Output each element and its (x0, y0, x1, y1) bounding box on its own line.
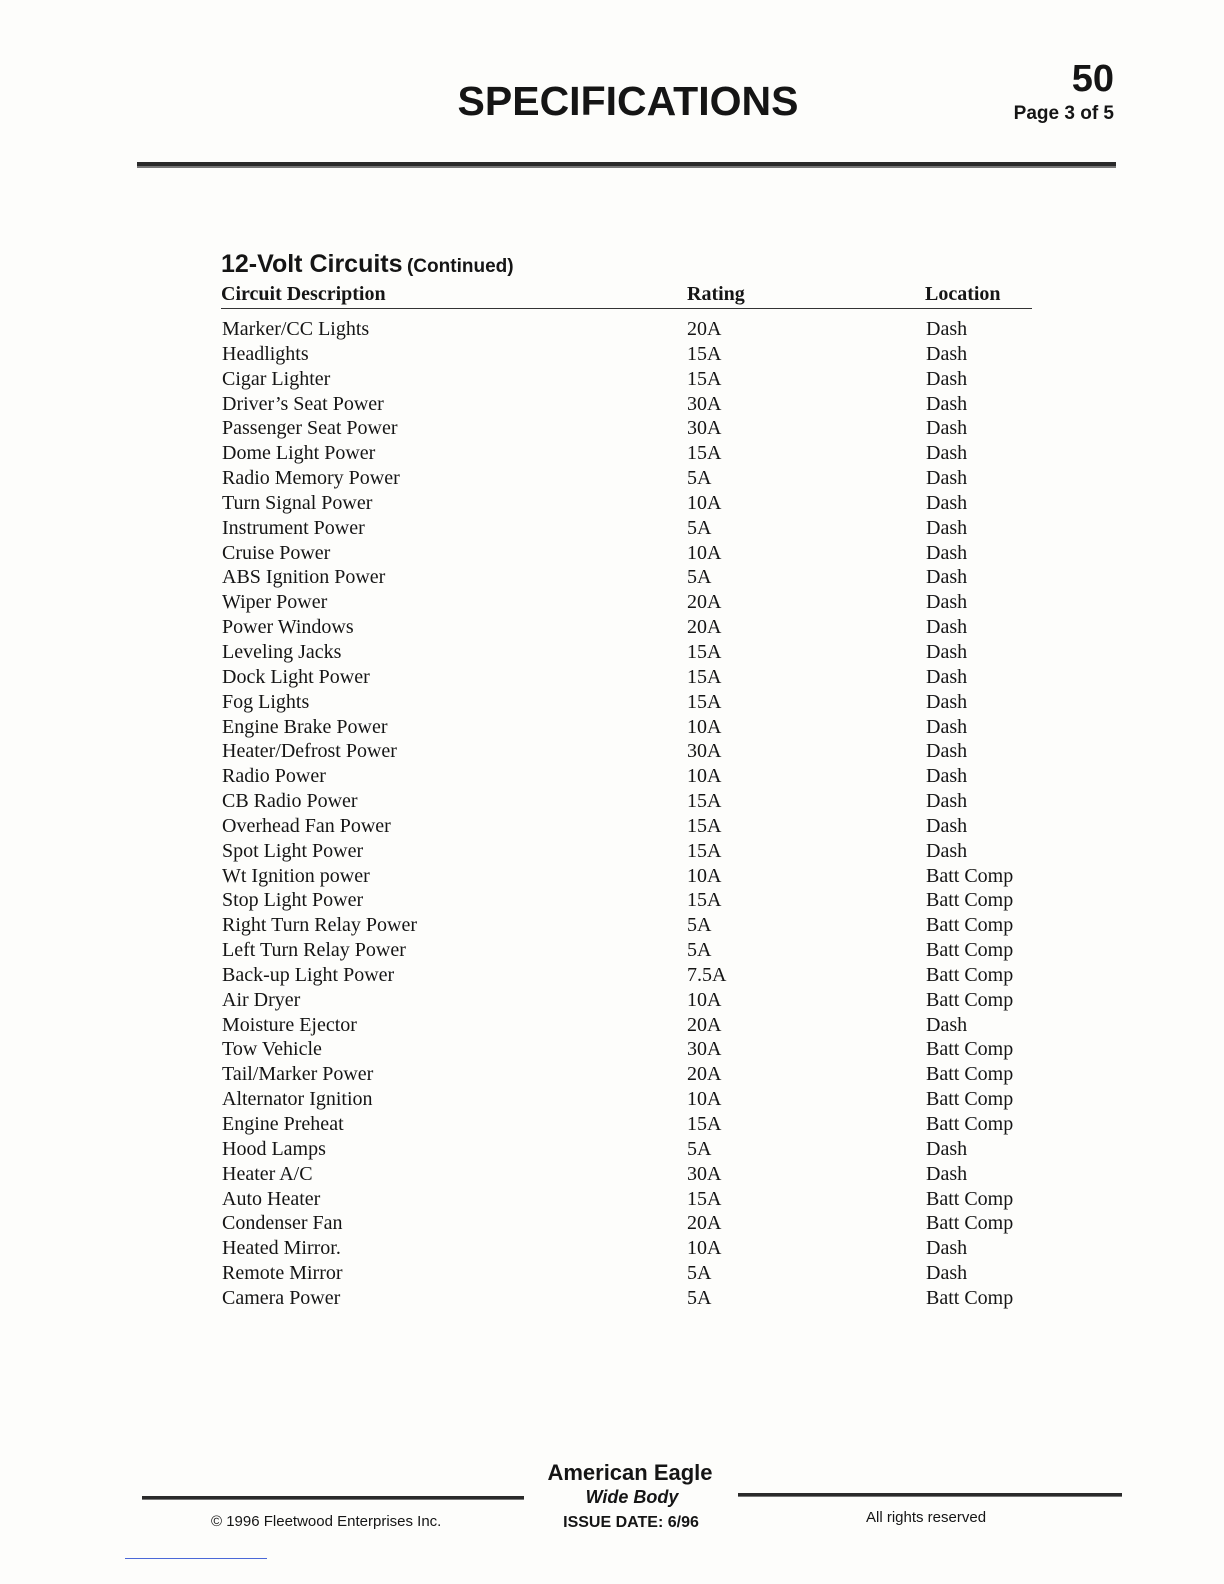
circuit-description: Fog Lights (222, 690, 310, 713)
circuit-rating: 5A (687, 1262, 712, 1285)
table-row (0, 565, 1224, 590)
circuit-location: Dash (926, 591, 968, 614)
table-row (0, 665, 1224, 690)
circuit-description: Heated Mirror. (222, 1237, 341, 1260)
circuit-rating: 7.5A (687, 963, 727, 986)
table-row (0, 839, 1224, 864)
circuit-location: Dash (926, 640, 968, 663)
circuit-location: Dash (926, 491, 968, 514)
table-row (0, 764, 1224, 789)
section-subtitle: (Continued) (406, 256, 514, 277)
circuit-description: Tail/Marker Power (222, 1063, 374, 1086)
circuit-description: Cruise Power (222, 541, 331, 564)
circuit-description: Dock Light Power (222, 665, 370, 688)
circuit-rating: 5A (687, 914, 712, 937)
circuit-location: Dash (926, 1137, 968, 1160)
table-row (0, 516, 1224, 541)
circuit-location: Dash (926, 1262, 968, 1285)
circuit-location: Batt Comp (926, 1038, 1014, 1061)
circuit-rating: 5A (687, 939, 712, 962)
circuit-location: Dash (926, 367, 968, 390)
circuit-location: Batt Comp (926, 1113, 1014, 1135)
footer-rights: All rights reserved (866, 1509, 987, 1526)
circuit-description: Leveling Jacks (222, 640, 342, 663)
circuit-rating: 15A (687, 442, 722, 465)
circuit-location: Dash (926, 566, 968, 589)
circuit-rating: 20A (687, 616, 722, 639)
circuit-description: Right Turn Relay Power (222, 914, 418, 937)
circuit-description: Marker/CC Lights (222, 318, 370, 340)
circuit-rating: 15A (687, 790, 722, 813)
table-row (0, 1286, 1224, 1311)
circuit-description: Alternator Ignition (222, 1088, 373, 1111)
circuit-location: Dash (926, 318, 968, 340)
circuit-description: Moisture Ejector (222, 1013, 357, 1036)
circuit-description: Back-up Light Power (222, 963, 395, 986)
circuit-rating: 10A (687, 1088, 722, 1111)
table-row (0, 789, 1224, 814)
circuit-location: Dash (926, 765, 968, 788)
table-row (0, 1187, 1224, 1212)
column-header-rating: Rating (687, 283, 745, 305)
circuit-rating: 30A (687, 1162, 722, 1185)
table-row (0, 392, 1224, 417)
circuit-location: Dash (926, 715, 968, 738)
page-indicator: Page 3 of 5 (1013, 103, 1114, 124)
circuit-location: Dash (926, 541, 968, 564)
table-row (0, 541, 1224, 566)
table-row (0, 1162, 1224, 1187)
circuit-description: Remote Mirror (222, 1262, 343, 1285)
circuit-location: Batt Comp (926, 988, 1014, 1011)
table-row (0, 913, 1224, 938)
circuit-rating: 10A (687, 715, 722, 738)
circuit-description: Tow Vehicle (222, 1038, 322, 1061)
table-row (0, 1211, 1224, 1236)
circuit-location: Dash (926, 1162, 968, 1185)
table-row (0, 317, 1224, 342)
table-row (0, 715, 1224, 740)
circuit-location: Dash (926, 442, 968, 465)
table-row (0, 1261, 1224, 1286)
table-row (0, 466, 1224, 491)
table-row (0, 739, 1224, 764)
circuit-location: Dash (926, 814, 968, 837)
circuit-location: Batt Comp (926, 1088, 1014, 1111)
circuit-rating: 20A (687, 318, 722, 340)
scan-edge-line (125, 1558, 267, 1559)
circuit-location: Batt Comp (926, 939, 1014, 962)
footer-brand: American Eagle (547, 1460, 713, 1485)
circuit-description: Overhead Fan Power (222, 814, 391, 837)
table-row (0, 1236, 1224, 1261)
circuit-rating: 15A (687, 665, 722, 688)
column-header-underline (221, 308, 1032, 309)
section-heading (221, 250, 514, 279)
circuit-rating: 10A (687, 765, 722, 788)
table-row (0, 640, 1224, 665)
table-row (0, 615, 1224, 640)
circuit-description: Auto Heater (222, 1187, 321, 1210)
circuit-rating: 5A (687, 1286, 712, 1309)
section-title: 12-Volt Circuits (221, 250, 403, 278)
circuit-rating: 20A (687, 1063, 722, 1086)
circuit-description: Heater/Defrost Power (222, 740, 397, 763)
circuit-description: Cigar Lighter (222, 367, 331, 390)
circuit-location: Dash (926, 616, 968, 639)
circuit-rating: 15A (687, 889, 722, 912)
circuit-rating: 15A (687, 342, 722, 365)
circuit-location: Batt Comp (926, 1286, 1014, 1309)
circuit-table (0, 317, 1224, 1311)
circuit-rating: 30A (687, 740, 722, 763)
circuit-rating: 15A (687, 1187, 722, 1210)
page-title: SPECIFICATIONS (457, 78, 799, 124)
column-header-description: Circuit Description (221, 283, 386, 305)
footer-copyright: © 1996 Fleetwood Enterprises Inc. (211, 1513, 442, 1530)
circuit-location: Batt Comp (926, 963, 1014, 986)
table-row (0, 590, 1224, 615)
circuit-location: Dash (926, 665, 968, 688)
circuit-description: Wiper Power (222, 591, 328, 614)
circuit-description: Wt Ignition power (222, 864, 370, 887)
table-row (0, 342, 1224, 367)
circuit-location: Dash (926, 1237, 968, 1260)
circuit-rating: 5A (687, 467, 712, 490)
circuit-location: Batt Comp (926, 914, 1014, 937)
circuit-description: Driver’s Seat Power (222, 392, 384, 415)
circuit-description: Headlights (222, 342, 309, 365)
circuit-rating: 15A (687, 640, 722, 663)
circuit-rating: 10A (687, 988, 722, 1011)
circuit-rating: 15A (687, 814, 722, 837)
circuit-rating: 10A (687, 491, 722, 514)
circuit-rating: 30A (687, 392, 722, 415)
circuit-location: Batt Comp (926, 1187, 1014, 1210)
table-row (0, 1062, 1224, 1087)
circuit-rating: 15A (687, 367, 722, 390)
circuit-rating: 30A (687, 417, 722, 440)
circuit-description: Spot Light Power (222, 839, 364, 862)
circuit-rating: 30A (687, 1038, 722, 1061)
circuit-description: Engine Brake Power (222, 715, 388, 738)
circuit-rating: 5A (687, 566, 712, 589)
footer-model: Wide Body (585, 1487, 679, 1507)
circuit-description: Instrument Power (222, 516, 365, 539)
circuit-rating: 10A (687, 864, 722, 887)
circuit-description: ABS Ignition Power (222, 566, 386, 589)
circuit-description: Radio Memory Power (222, 467, 400, 490)
circuit-description: Passenger Seat Power (222, 417, 398, 440)
table-row (0, 1037, 1224, 1062)
table-row (0, 491, 1224, 516)
table-row (0, 888, 1224, 913)
circuit-location: Dash (926, 417, 968, 440)
table-row (0, 988, 1224, 1013)
header-divider (137, 162, 1116, 168)
circuit-rating: 5A (687, 1137, 712, 1160)
circuit-description: Engine Preheat (222, 1113, 344, 1135)
circuit-description: CB Radio Power (222, 790, 358, 813)
circuit-description: Dome Light Power (222, 442, 376, 465)
table-row (0, 963, 1224, 988)
circuit-rating: 15A (687, 839, 722, 862)
table-row (0, 367, 1224, 392)
circuit-location: Dash (926, 790, 968, 813)
table-row (0, 864, 1224, 889)
table-row (0, 416, 1224, 441)
circuit-rating: 20A (687, 1013, 722, 1036)
circuit-rating: 20A (687, 591, 722, 614)
footer-issue-date: ISSUE DATE: 6/96 (563, 1514, 699, 1531)
circuit-rating: 10A (687, 541, 722, 564)
circuit-location: Dash (926, 342, 968, 365)
table-row (0, 814, 1224, 839)
circuit-location: Dash (926, 690, 968, 713)
table-row (0, 441, 1224, 466)
table-row (0, 1013, 1224, 1038)
circuit-rating: 15A (687, 1113, 722, 1135)
circuit-location: Batt Comp (926, 1212, 1014, 1235)
circuit-location: Batt Comp (926, 889, 1014, 912)
circuit-description: Radio Power (222, 765, 326, 788)
circuit-location: Dash (926, 516, 968, 539)
column-header-location: Location (925, 283, 1001, 305)
circuit-description: Turn Signal Power (222, 491, 373, 514)
circuit-location: Dash (926, 467, 968, 490)
table-row (0, 1087, 1224, 1112)
circuit-location: Batt Comp (926, 864, 1014, 887)
circuit-description: Heater A/C (222, 1162, 313, 1185)
circuit-location: Dash (926, 392, 968, 415)
circuit-description: Condenser Fan (222, 1212, 343, 1235)
circuit-location: Batt Comp (926, 1063, 1014, 1086)
circuit-location: Dash (926, 839, 968, 862)
circuit-rating: 20A (687, 1212, 722, 1235)
circuit-description: Left Turn Relay Power (222, 939, 406, 962)
table-row (0, 690, 1224, 715)
circuit-rating: 5A (687, 516, 712, 539)
section-number: 50 (1071, 58, 1114, 100)
circuit-description: Hood Lamps (222, 1137, 326, 1160)
table-row (0, 938, 1224, 963)
circuit-description: Camera Power (222, 1286, 341, 1309)
table-row (0, 1112, 1224, 1137)
circuit-location: Dash (926, 740, 968, 763)
circuit-location: Dash (926, 1013, 968, 1036)
circuit-description: Power Windows (222, 616, 354, 639)
circuit-description: Air Dryer (222, 988, 301, 1011)
circuit-description: Stop Light Power (222, 889, 364, 912)
circuit-rating: 15A (687, 690, 722, 713)
table-row (0, 1137, 1224, 1162)
circuit-rating: 10A (687, 1237, 722, 1260)
